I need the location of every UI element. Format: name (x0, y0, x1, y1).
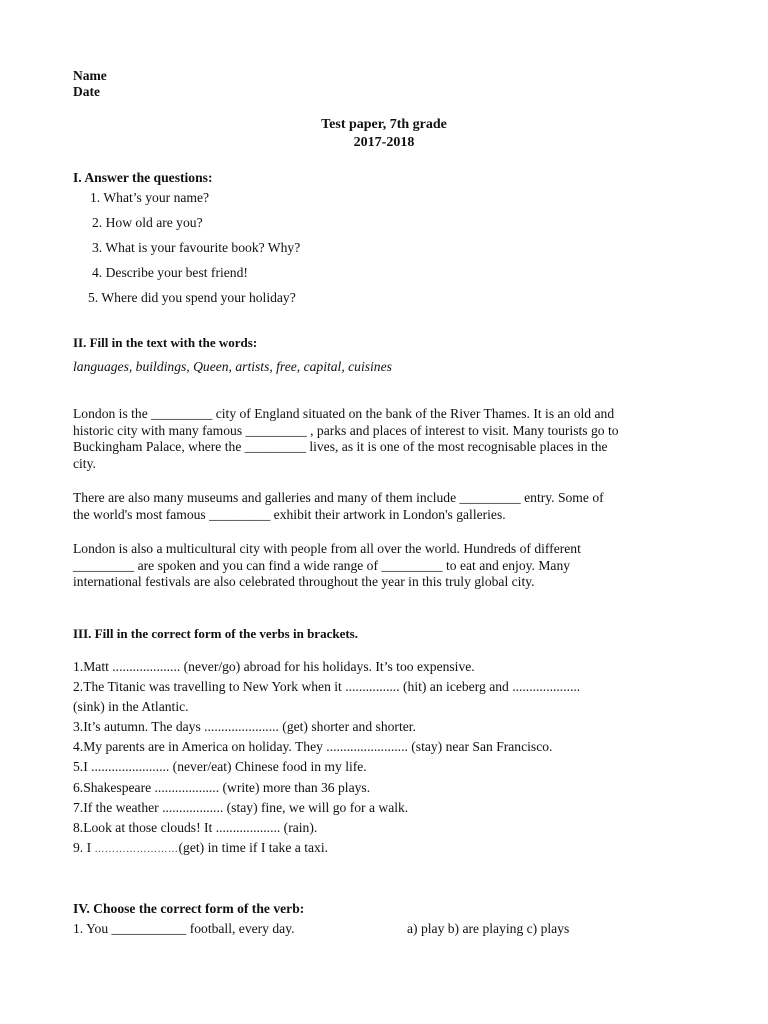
paragraph-3-line: international festivals are also celebrated throughout the year in this truly global city. (73, 574, 535, 590)
choice-item-1-options: a) play b) are playing c) plays (407, 921, 570, 936)
section4-heading: IV. Choose the correct form of the verb: (73, 901, 305, 916)
paragraph-2-line: the world's most famous _________ exhibit their artwork in London's galleries. (73, 506, 506, 522)
page-year: 2017-2018 (353, 135, 415, 150)
section3-heading: III. Fill in the correct form of the verbs in brackets. (73, 626, 358, 641)
verb-item-8: 8.Look at those clouds! It ................... (rain). (73, 820, 318, 835)
choice-item-1: 1. You ___________ football, every day. (73, 921, 295, 936)
question-3: 3. What is your favourite book? Why? (92, 240, 301, 255)
verb-item-3: 3.It’s autumn. The days ...................... (get) shorter and shorter. (73, 719, 416, 734)
verb-item-9-start: 9. I (73, 840, 95, 855)
paragraph-1-line: historic city with many famous _________ , parks and places of interest to visit. Many tourists go to (73, 422, 619, 438)
verb-item-4: 4.My parents are in America on holiday. They ........................ (stay) near San Francisco. (73, 739, 553, 754)
question-4: 4. Describe your best friend! (92, 265, 248, 280)
verb-item-7: 7.If the weather .................. (stay) fine, we will go for a walk. (73, 800, 409, 815)
paragraph-2 (73, 490, 703, 523)
paragraph-1-line: city. (73, 456, 96, 472)
paragraph-2-line: There are also many museums and galleries and many of them include _________ entry. Some of (73, 490, 604, 505)
page-title: Test paper, 7th grade (321, 117, 447, 132)
section1-heading: I. Answer the questions: (73, 170, 213, 185)
verb-item-2-cont: (sink) in the Atlantic. (73, 699, 189, 714)
paragraph-1 (73, 406, 703, 473)
word-bank: languages, buildings, Queen, artists, free, capital, cuisines (73, 359, 392, 374)
name-label: Name (73, 68, 107, 83)
verb-item-9-end: (get) in time if I take a taxi. (178, 840, 329, 855)
verb-item-9 (73, 840, 328, 856)
paragraph-3 (73, 541, 703, 591)
verb-item-6: 6.Shakespeare ................... (write) more than 36 plays. (73, 780, 371, 795)
verb-item-1: 1.Matt .................... (never/go) abroad for his holidays. It’s too expensive. (73, 659, 475, 674)
question-2: 2. How old are you? (92, 215, 203, 230)
section2-heading: II. Fill in the text with the words: (73, 335, 258, 350)
question-5: 5. Where did you spend your holiday? (88, 290, 296, 305)
question-1: 1. What’s your name? (90, 190, 210, 205)
paragraph-3-line: _________ are spoken and you can find a wide range of _________ to eat and enjoy. Many (73, 557, 571, 573)
paragraph-1-line: Buckingham Palace, where the _________ lives, as it is one of the most recognisable places in the (73, 439, 608, 455)
verb-item-5: 5.I ....................... (never/eat) Chinese food in my life. (73, 759, 367, 774)
paragraph-3-line: London is also a multicultural city with people from all over the world. Hundreds of different (73, 541, 581, 556)
date-label: Date (73, 84, 100, 99)
verb-item-2: 2.The Titanic was travelling to New York when it ................ (hit) an iceberg and .................... (73, 679, 581, 694)
verb-item-9-blank: …………………… (94, 844, 179, 855)
paragraph-1-line: London is the _________ city of England situated on the bank of the River Thames. It is an old and (73, 406, 615, 421)
